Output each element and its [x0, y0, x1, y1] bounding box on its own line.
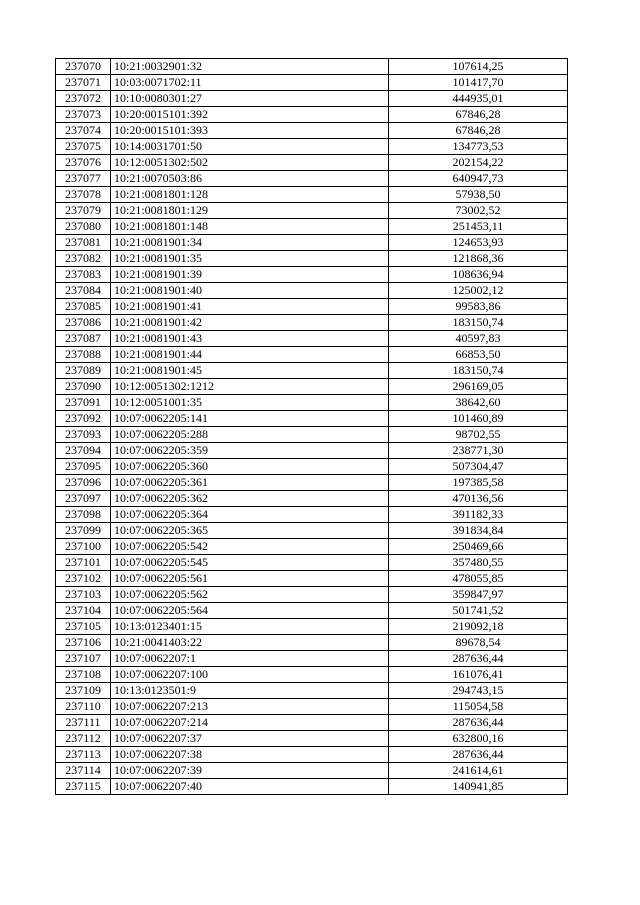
table-row	[56, 171, 568, 187]
table-row	[56, 443, 568, 459]
amount-cell: 632800,16	[389, 731, 568, 747]
row-number-cell: 237088	[56, 347, 111, 363]
table-row	[56, 155, 568, 171]
cadastral-number-cell: 10:21:0070503:86	[111, 171, 389, 187]
amount-cell: 296169,05	[389, 379, 568, 395]
cadastral-number-cell: 10:21:0081901:34	[111, 235, 389, 251]
row-number-cell: 237076	[56, 155, 111, 171]
cadastral-number-cell: 10:07:0062207:1	[111, 651, 389, 667]
table-row	[56, 651, 568, 667]
data-table	[55, 58, 568, 795]
row-number-cell: 237078	[56, 187, 111, 203]
row-number-cell: 237082	[56, 251, 111, 267]
cadastral-number-cell: 10:21:0081801:148	[111, 219, 389, 235]
cadastral-number-cell: 10:12:0051302:502	[111, 155, 389, 171]
table-row	[56, 331, 568, 347]
row-number-cell: 237077	[56, 171, 111, 187]
amount-cell: 161076,41	[389, 667, 568, 683]
amount-cell: 287636,44	[389, 747, 568, 763]
amount-cell: 478055,85	[389, 571, 568, 587]
amount-cell: 238771,30	[389, 443, 568, 459]
row-number-cell: 237089	[56, 363, 111, 379]
cadastral-number-cell: 10:07:0062205:288	[111, 427, 389, 443]
cadastral-number-cell: 10:07:0062205:564	[111, 603, 389, 619]
row-number-cell: 237090	[56, 379, 111, 395]
cadastral-number-cell: 10:21:0081901:42	[111, 315, 389, 331]
amount-cell: 287636,44	[389, 651, 568, 667]
row-number-cell: 237104	[56, 603, 111, 619]
row-number-cell: 237073	[56, 107, 111, 123]
amount-cell: 73002,52	[389, 203, 568, 219]
table-row	[56, 523, 568, 539]
cadastral-number-cell: 10:14:0031701:50	[111, 139, 389, 155]
table-row	[56, 763, 568, 779]
table-row	[56, 107, 568, 123]
table-row	[56, 363, 568, 379]
table-row	[56, 59, 568, 75]
cadastral-number-cell: 10:07:0062205:562	[111, 587, 389, 603]
table-row	[56, 715, 568, 731]
amount-cell: 107614,25	[389, 59, 568, 75]
row-number-cell: 237087	[56, 331, 111, 347]
cadastral-number-cell: 10:13:0123401:15	[111, 619, 389, 635]
amount-cell: 391834,84	[389, 523, 568, 539]
row-number-cell: 237081	[56, 235, 111, 251]
amount-cell: 241614,61	[389, 763, 568, 779]
row-number-cell: 237083	[56, 267, 111, 283]
table-row	[56, 683, 568, 699]
table-row	[56, 267, 568, 283]
row-number-cell: 237103	[56, 587, 111, 603]
row-number-cell: 237110	[56, 699, 111, 715]
row-number-cell: 237072	[56, 91, 111, 107]
table-row	[56, 555, 568, 571]
table-row	[56, 571, 568, 587]
table-row	[56, 507, 568, 523]
table-row	[56, 379, 568, 395]
amount-cell: 391182,33	[389, 507, 568, 523]
amount-cell: 66853,50	[389, 347, 568, 363]
amount-cell: 250469,66	[389, 539, 568, 555]
cadastral-number-cell: 10:07:0062205:542	[111, 539, 389, 555]
table-row	[56, 459, 568, 475]
amount-cell: 507304,47	[389, 459, 568, 475]
table-row	[56, 315, 568, 331]
table-body	[56, 59, 568, 795]
cadastral-number-cell: 10:07:0062205:360	[111, 459, 389, 475]
table-row	[56, 91, 568, 107]
row-number-cell: 237091	[56, 395, 111, 411]
amount-cell: 202154,22	[389, 155, 568, 171]
row-number-cell: 237109	[56, 683, 111, 699]
cadastral-number-cell: 10:21:0081901:40	[111, 283, 389, 299]
row-number-cell: 237080	[56, 219, 111, 235]
amount-cell: 251453,11	[389, 219, 568, 235]
cadastral-number-cell: 10:12:0051302:1212	[111, 379, 389, 395]
amount-cell: 444935,01	[389, 91, 568, 107]
row-number-cell: 237075	[56, 139, 111, 155]
cadastral-number-cell: 10:21:0081901:44	[111, 347, 389, 363]
table-row	[56, 635, 568, 651]
row-number-cell: 237084	[56, 283, 111, 299]
cadastral-number-cell: 10:07:0062205:365	[111, 523, 389, 539]
cadastral-number-cell: 10:03:0071702:11	[111, 75, 389, 91]
amount-cell: 101460,89	[389, 411, 568, 427]
cadastral-number-cell: 10:21:0081901:41	[111, 299, 389, 315]
row-number-cell: 237079	[56, 203, 111, 219]
table-row	[56, 667, 568, 683]
row-number-cell: 237102	[56, 571, 111, 587]
cadastral-number-cell: 10:12:0051001:35	[111, 395, 389, 411]
cadastral-number-cell: 10:07:0062205:141	[111, 411, 389, 427]
amount-cell: 470136,56	[389, 491, 568, 507]
row-number-cell: 237112	[56, 731, 111, 747]
amount-cell: 287636,44	[389, 715, 568, 731]
table-row	[56, 587, 568, 603]
amount-cell: 134773,53	[389, 139, 568, 155]
row-number-cell: 237092	[56, 411, 111, 427]
table-row	[56, 139, 568, 155]
row-number-cell: 237111	[56, 715, 111, 731]
amount-cell: 121868,36	[389, 251, 568, 267]
table-row	[56, 219, 568, 235]
cadastral-number-cell: 10:07:0062205:364	[111, 507, 389, 523]
row-number-cell: 237074	[56, 123, 111, 139]
cadastral-number-cell: 10:07:0062207:100	[111, 667, 389, 683]
cadastral-number-cell: 10:07:0062207:39	[111, 763, 389, 779]
amount-cell: 98702,55	[389, 427, 568, 443]
row-number-cell: 237107	[56, 651, 111, 667]
row-number-cell: 237108	[56, 667, 111, 683]
cadastral-number-cell: 10:20:0015101:392	[111, 107, 389, 123]
amount-cell: 357480,55	[389, 555, 568, 571]
row-number-cell: 237114	[56, 763, 111, 779]
row-number-cell: 237115	[56, 779, 111, 795]
table-row	[56, 347, 568, 363]
amount-cell: 108636,94	[389, 267, 568, 283]
table-row	[56, 475, 568, 491]
amount-cell: 125002,12	[389, 283, 568, 299]
cadastral-number-cell: 10:07:0062205:359	[111, 443, 389, 459]
amount-cell: 294743,15	[389, 683, 568, 699]
row-number-cell: 237106	[56, 635, 111, 651]
amount-cell: 359847,97	[389, 587, 568, 603]
amount-cell: 183150,74	[389, 315, 568, 331]
cadastral-number-cell: 10:07:0062207:213	[111, 699, 389, 715]
amount-cell: 38642,60	[389, 395, 568, 411]
row-number-cell: 237113	[56, 747, 111, 763]
table-row	[56, 747, 568, 763]
table-row	[56, 491, 568, 507]
table-row	[56, 427, 568, 443]
table-row	[56, 539, 568, 555]
row-number-cell: 237070	[56, 59, 111, 75]
table-row	[56, 779, 568, 795]
amount-cell: 197385,58	[389, 475, 568, 491]
amount-cell: 89678,54	[389, 635, 568, 651]
row-number-cell: 237105	[56, 619, 111, 635]
table-row	[56, 251, 568, 267]
row-number-cell: 237095	[56, 459, 111, 475]
table-row	[56, 603, 568, 619]
cadastral-number-cell: 10:21:0081901:39	[111, 267, 389, 283]
cadastral-number-cell: 10:10:0080301:27	[111, 91, 389, 107]
cadastral-number-cell: 10:07:0062207:38	[111, 747, 389, 763]
table-row	[56, 411, 568, 427]
row-number-cell: 237099	[56, 523, 111, 539]
row-number-cell: 237096	[56, 475, 111, 491]
cadastral-number-cell: 10:07:0062205:545	[111, 555, 389, 571]
cadastral-number-cell: 10:07:0062207:40	[111, 779, 389, 795]
cadastral-number-cell: 10:21:0032901:32	[111, 59, 389, 75]
cadastral-number-cell: 10:21:0081901:43	[111, 331, 389, 347]
table-row	[56, 123, 568, 139]
cadastral-number-cell: 10:07:0062205:362	[111, 491, 389, 507]
amount-cell: 99583,86	[389, 299, 568, 315]
row-number-cell: 237086	[56, 315, 111, 331]
amount-cell: 67846,28	[389, 123, 568, 139]
amount-cell: 40597,83	[389, 331, 568, 347]
cadastral-number-cell: 10:07:0062207:37	[111, 731, 389, 747]
cadastral-number-cell: 10:21:0041403:22	[111, 635, 389, 651]
table-row	[56, 235, 568, 251]
amount-cell: 140941,85	[389, 779, 568, 795]
row-number-cell: 237094	[56, 443, 111, 459]
row-number-cell: 237085	[56, 299, 111, 315]
amount-cell: 183150,74	[389, 363, 568, 379]
cadastral-number-cell: 10:13:0123501:9	[111, 683, 389, 699]
amount-cell: 57938,50	[389, 187, 568, 203]
amount-cell: 67846,28	[389, 107, 568, 123]
row-number-cell: 237101	[56, 555, 111, 571]
table-row	[56, 619, 568, 635]
cadastral-number-cell: 10:20:0015101:393	[111, 123, 389, 139]
cadastral-number-cell: 10:21:0081901:45	[111, 363, 389, 379]
amount-cell: 640947,73	[389, 171, 568, 187]
row-number-cell: 237098	[56, 507, 111, 523]
table-row	[56, 75, 568, 91]
row-number-cell: 237097	[56, 491, 111, 507]
cadastral-number-cell: 10:21:0081801:128	[111, 187, 389, 203]
table-row	[56, 699, 568, 715]
amount-cell: 501741,52	[389, 603, 568, 619]
row-number-cell: 237100	[56, 539, 111, 555]
table-row	[56, 203, 568, 219]
table-row	[56, 299, 568, 315]
table-row	[56, 731, 568, 747]
row-number-cell: 237093	[56, 427, 111, 443]
table-row	[56, 187, 568, 203]
amount-cell: 115054,58	[389, 699, 568, 715]
cadastral-number-cell: 10:21:0081801:129	[111, 203, 389, 219]
amount-cell: 101417,70	[389, 75, 568, 91]
amount-cell: 219092,18	[389, 619, 568, 635]
amount-cell: 124653,93	[389, 235, 568, 251]
table-row	[56, 395, 568, 411]
cadastral-number-cell: 10:07:0062205:561	[111, 571, 389, 587]
cadastral-number-cell: 10:07:0062207:214	[111, 715, 389, 731]
table-row	[56, 283, 568, 299]
cadastral-number-cell: 10:07:0062205:361	[111, 475, 389, 491]
cadastral-number-cell: 10:21:0081901:35	[111, 251, 389, 267]
row-number-cell: 237071	[56, 75, 111, 91]
